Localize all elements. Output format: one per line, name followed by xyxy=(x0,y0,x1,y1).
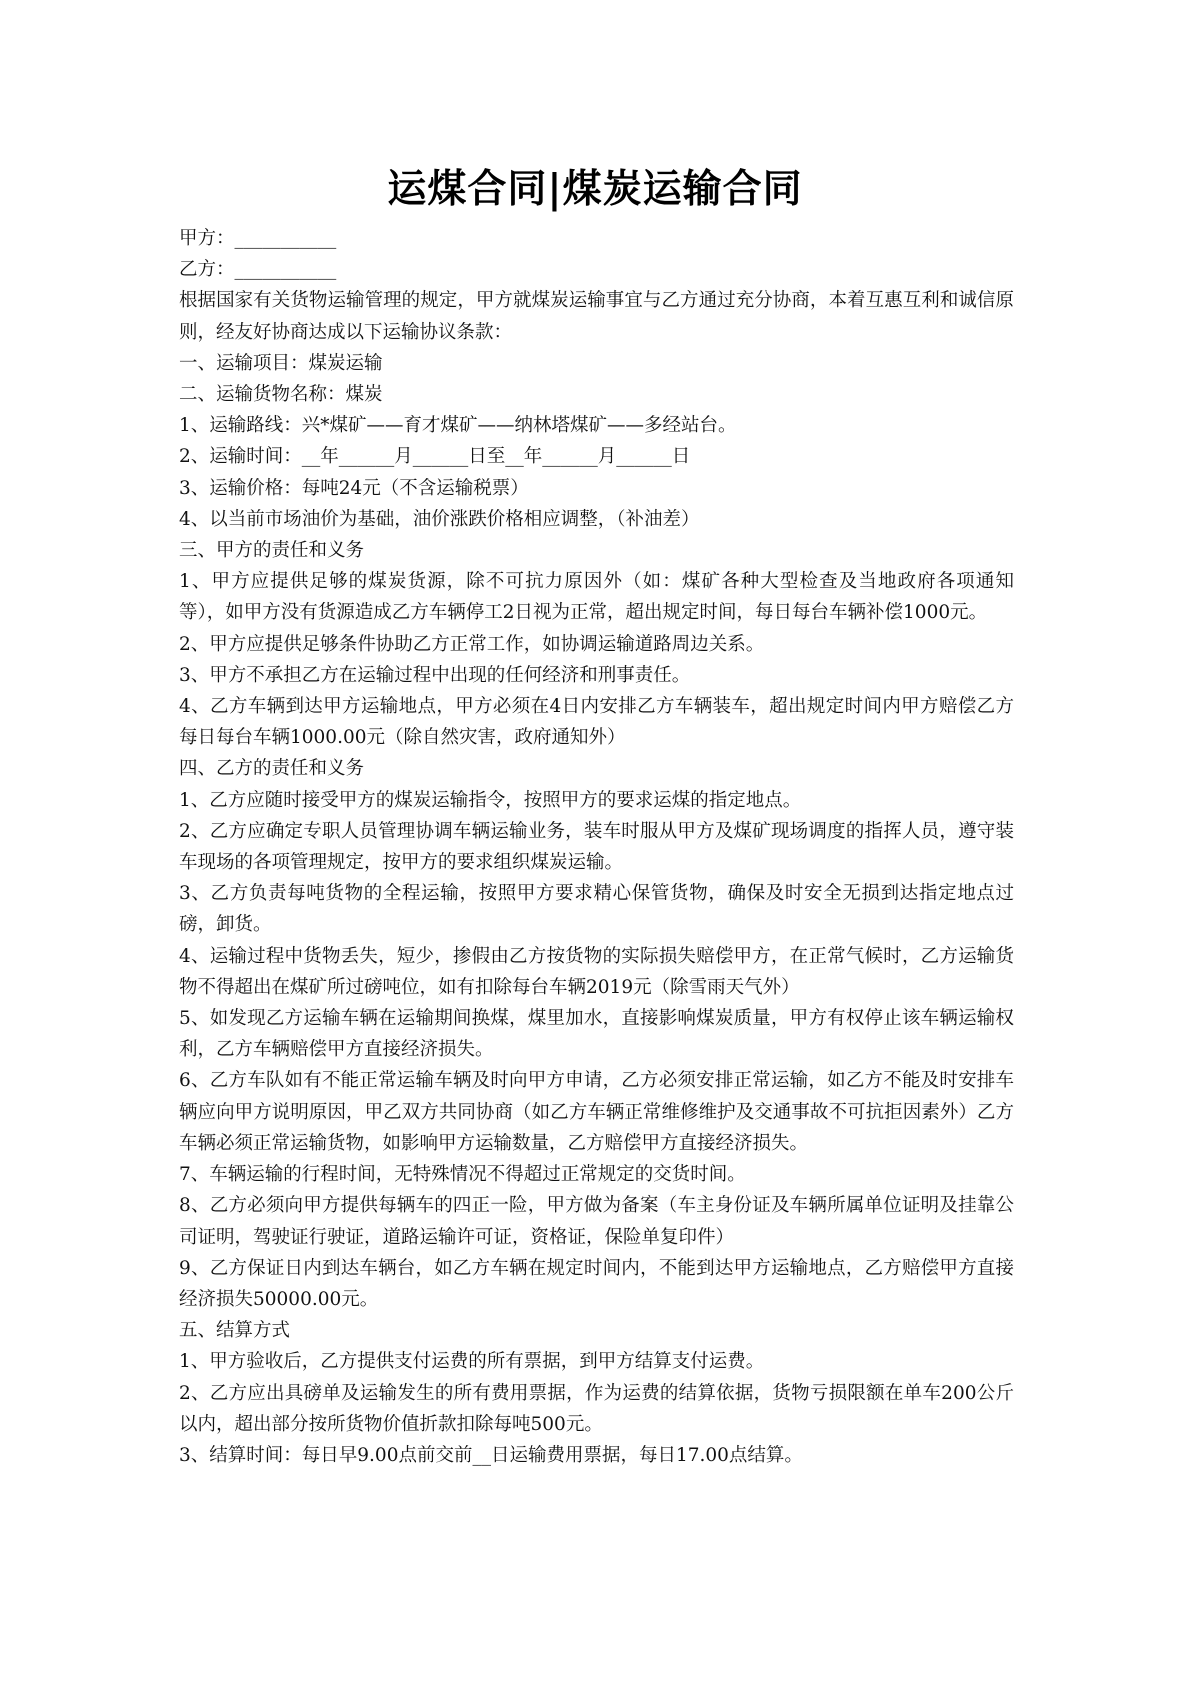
section-heading: 二、运输货物名称：煤炭 xyxy=(179,384,383,406)
party-a-value: ___________ xyxy=(234,228,337,249)
clause: 1、乙方应随时接受甲方的煤炭运输指令，按照甲方的要求运煤的指定地点。 xyxy=(179,789,802,811)
section-heading: 五、结算方式 xyxy=(179,1320,291,1342)
intro-paragraph: 根据国家有关货物运输管理的规定，甲方就煤炭运输事宜与乙方通过充分协商，本着互惠互利和诚信原则，经友好协商达成以下运输协议条款： xyxy=(179,290,1014,343)
clause: 3、结算时间：每日早9.00点前交前__日运输费用票据，每日17.00点结算。 xyxy=(179,1444,803,1466)
party-b-label: 乙方： xyxy=(179,259,235,281)
section-heading: 一、运输项目：煤炭运输 xyxy=(179,352,383,374)
clause: 4、运输过程中货物丢失，短少，掺假由乙方按货物的实际损失赔偿甲方，在正常气候时，乙方运输货物不得超出在煤矿所过磅吨位，如有扣除每台车辆2019元（除雪雨天气外） xyxy=(179,945,1014,998)
clause: 3、乙方负责每吨货物的全程运输，按照甲方要求精心保管货物，确保及时安全无损到达指定地点过磅，卸货。 xyxy=(179,883,1014,936)
clause: 6、乙方车队如有不能正常运输车辆及时向甲方申请，乙方必须安排正常运输，如乙方不能及时安排车辆应向甲方说明原因，甲乙双方共同协商（如乙方车辆正常维修维护及交通事故不可抗拒因素外）乙方车辆必须正常运输货物，如影响甲方运输数量，乙方赔偿甲方直接经济损失。 xyxy=(179,1070,1014,1154)
clause: 3、甲方不承担乙方在运输过程中出现的任何经济和刑事责任。 xyxy=(179,664,691,686)
party-b-value: ___________ xyxy=(234,259,337,281)
clause: 1、甲方验收后，乙方提供支付运费的所有票据，到甲方结算支付运费。 xyxy=(179,1351,765,1373)
clause: 2、甲方应提供足够条件协助乙方正常工作，如协调运输道路周边关系。 xyxy=(179,633,765,655)
clause: 2、乙方应出具磅单及运输发生的所有费用票据，作为运费的结算依据，货物亏损限额在单车200公斤以内，超出部分按所货物价值折款扣除每吨500元。 xyxy=(179,1382,1014,1435)
section-heading: 三、甲方的责任和义务 xyxy=(179,540,365,562)
clause: 5、如发现乙方运输车辆在运输期间换煤，煤里加水，直接影响煤炭质量，甲方有权停止该车辆运输权利，乙方车辆赔偿甲方直接经济损失。 xyxy=(179,1008,1014,1061)
clause: 2、乙方应确定专职人员管理协调车辆运输业务，装车时服从甲方及煤矿现场调度的指挥人员，遵守装车现场的各项管理规定，按甲方的要求组织煤炭运输。 xyxy=(179,820,1014,874)
section-heading: 四、乙方的责任和义务 xyxy=(179,758,365,780)
clause: 2、运输时间：__年______月______日至__年______月______日 xyxy=(179,446,691,468)
document-title: 运煤合同|煤炭运输合同 xyxy=(387,166,803,212)
document-body xyxy=(179,223,1014,1471)
party-a-label: 甲方： xyxy=(179,228,235,249)
clause: 8、乙方必须向甲方提供每辆车的四正一险，甲方做为备案（车主身份证及车辆所属单位证明及挂靠公司证明，驾驶证行驶证，道路运输许可证，资格证，保险单复印件） xyxy=(179,1195,1014,1248)
clause: 4、乙方车辆到达甲方运输地点，甲方必须在4日内安排乙方车辆装车，超出规定时间内甲方赔偿乙方每日每台车辆1000.00元（除自然灾害，政府通知外） xyxy=(179,696,1014,749)
clause: 7、车辆运输的行程时间，无特殊情况不得超过正常规定的交货时间。 xyxy=(179,1164,746,1186)
clause: 3、运输价格：每吨24元（不含运输税票） xyxy=(179,477,529,499)
clause: 4、以当前市场油价为基础，油价涨跌价格相应调整，（补油差） xyxy=(179,508,700,530)
clause: 9、乙方保证日内到达车辆台，如乙方车辆在规定时间内，不能到达甲方运输地点，乙方赔偿甲方直接经济损失50000.00元。 xyxy=(179,1257,1014,1310)
party-a-line xyxy=(179,223,1014,254)
clause: 1、甲方应提供足够的煤炭货源，除不可抗力原因外（如：煤矿各种大型检查及当地政府各项通知等），如甲方没有货源造成乙方车辆停工2日视为正常，超出规定时间，每日每台车辆补偿1000元。 xyxy=(179,571,1014,624)
party-b-line xyxy=(179,254,1014,285)
clause: 1、运输路线：兴*煤矿——育才煤矿——纳林塔煤矿——多经站台。 xyxy=(179,415,737,437)
